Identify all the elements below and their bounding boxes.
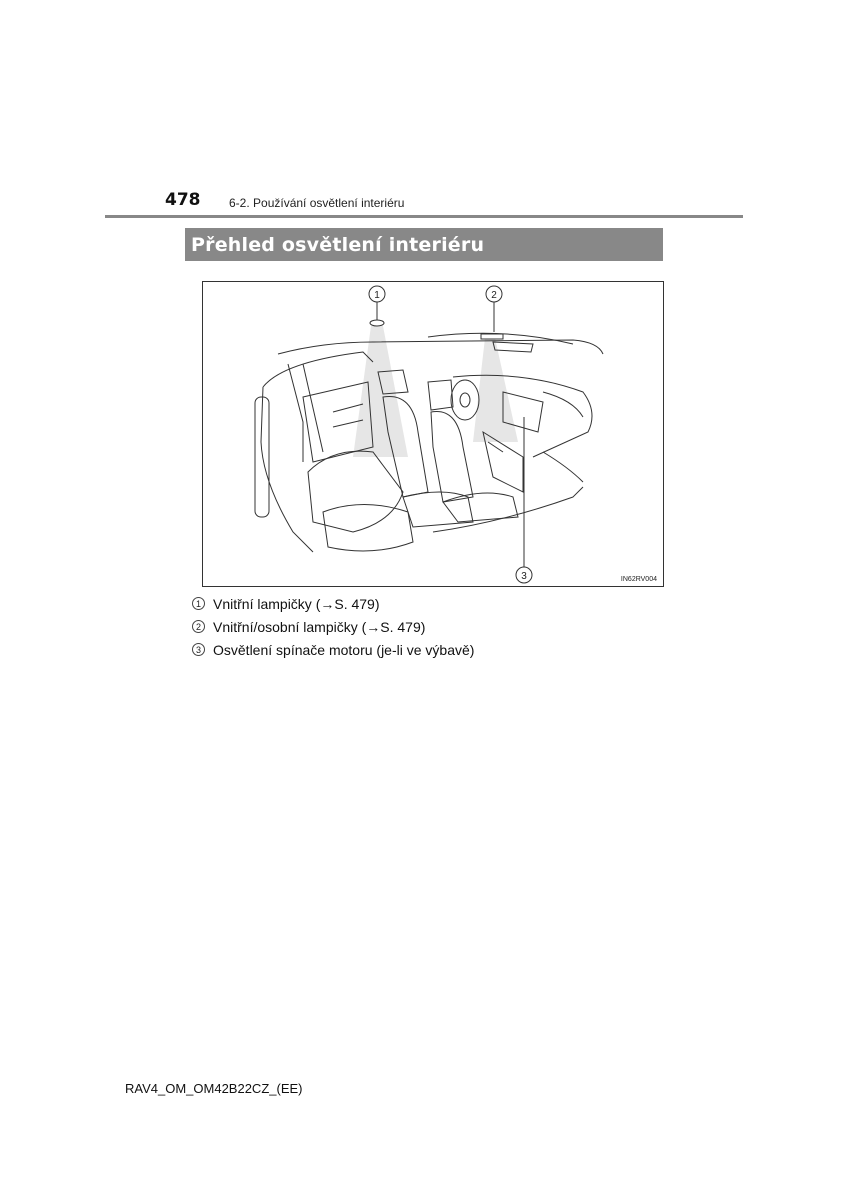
page-title: Přehled osvětlení interiéru [191,233,485,256]
section-header: 6-2. Používání osvětlení interiéru [229,196,405,210]
footer-code: RAV4_OM_OM42B22CZ_(EE) [125,1081,303,1096]
light-cone-1 [353,326,408,457]
legend-item-1 [192,592,474,615]
legend-number-2: 2 [192,620,205,633]
header-rule [105,215,743,218]
callout-1 [369,286,385,302]
car-outline [255,320,603,552]
light-cone-2 [473,338,518,442]
callout-3-label: 3 [521,571,527,582]
page-number: 478 [165,190,201,210]
figure-code: IN62RV004 [620,576,657,583]
legend-text-3: Osvětlení spínače motoru (je-li ve výbavě) [213,641,475,658]
title-bar [185,228,663,261]
legend-item-2 [192,615,474,638]
legend-text-1: Vnitřní lampičky (→S. 479) [213,595,380,612]
callout-3 [516,567,532,583]
callout-2-label: 2 [491,290,497,301]
legend [192,592,474,661]
car-interior-illustration [203,282,663,586]
legend-text-2: Vnitřní/osobní lampičky (→S. 479) [213,618,426,635]
interior-figure [202,281,664,587]
callout-2 [486,286,502,302]
callout-1-label: 1 [374,290,380,301]
legend-item-3 [192,638,474,661]
legend-number-3: 3 [192,643,205,656]
legend-number-1: 1 [192,597,205,610]
